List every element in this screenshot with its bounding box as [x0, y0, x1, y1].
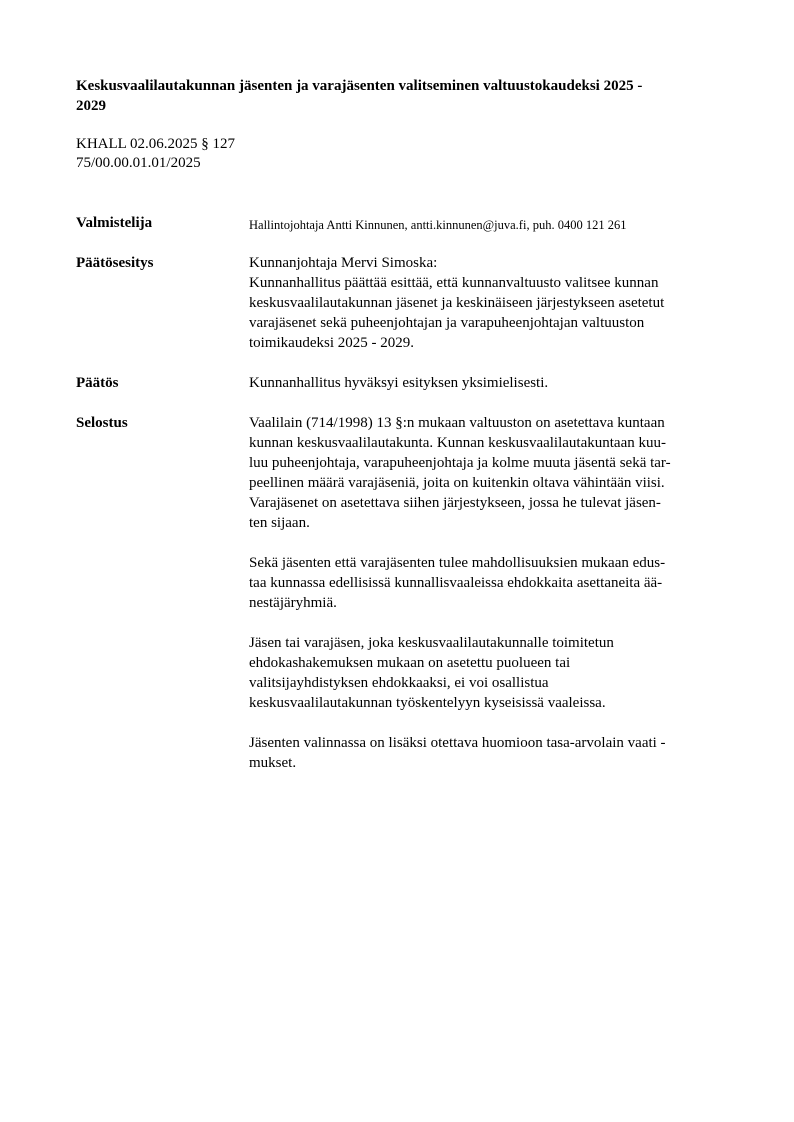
text-line: nestäjäryhmiä. [249, 595, 337, 611]
title-line: 2029 [76, 98, 106, 114]
text-line: kunnan keskusvaalilautakunta. Kunnan keskusvaalilautakuntaan kuu- [249, 435, 666, 451]
section-label-valmistelija: Valmistelija [76, 215, 153, 231]
section-body-paatos [249, 373, 737, 393]
meeting-reference [76, 135, 235, 173]
text-line: Vaalilain (714/1998) 13 §:n mukaan valtuuston on asetettava kuntaan [249, 415, 665, 431]
text-line: valitsijayhdistyksen ehdokkaaksi, ei voi osallistua [249, 675, 549, 691]
section-body-selostus [249, 413, 737, 773]
section-body-valmistelija [249, 215, 737, 235]
text-line: mukset. [249, 755, 297, 771]
section-label-paatos: Päätös [76, 375, 119, 391]
paragraph [249, 733, 737, 773]
section-label-paatosesitys: Päätösesitys [76, 255, 154, 271]
text-line: Varajäsenet on asetettava siihen järjestykseen, jossa he tulevat jäsen- [249, 495, 661, 511]
record-id: 75/00.00.01.01/2025 [76, 155, 201, 171]
text-line: taa kunnassa edellisissä kunnallisvaaleissa ehdokkaita asettaneita ää- [249, 575, 663, 591]
section-label-selostus: Selostus [76, 415, 128, 431]
text-line: keskusvaalilautakunnan jäsenet ja keskinäiseen järjestykseen asetetut [249, 295, 665, 311]
meeting-info: KHALL 02.06.2025 § 127 [76, 136, 236, 152]
text-line: peellinen määrä varajäseniä, joita on kuitenkin oltava vähintään viisi. [249, 475, 665, 491]
document-title [76, 76, 736, 116]
text-line: ten sijaan. [249, 515, 310, 531]
title-line: Keskusvaalilautakunnan jäsenten ja varajäsenten valitseminen valtuustokaudeksi 2025 - [76, 78, 643, 94]
text-line: varajäsenet sekä puheenjohtajan ja varapuheenjohtajan valtuuston [249, 315, 645, 331]
paragraph [249, 553, 737, 613]
paragraph [249, 413, 737, 533]
decision-text: Kunnanhallitus hyväksyi esityksen yksimielisesti. [249, 375, 549, 391]
text-line: Kunnanjohtaja Mervi Simoska: [249, 255, 438, 271]
preparer-info: Hallintojohtaja Antti Kinnunen, antti.kinnunen@juva.fi, puh. 0400 121 261 [249, 218, 627, 232]
text-line: luu puheenjohtaja, varapuheenjohtaja ja kolme muuta jäsentä sekä tar- [249, 455, 671, 471]
text-line: Jäsen tai varajäsen, joka keskusvaalilautakunnalle toimitetun [249, 635, 614, 651]
text-line: keskusvaalilautakunnan työskentelyyn kyseisissä vaaleissa. [249, 695, 606, 711]
text-line: ehdokashakemuksen mukaan on asetettu puolueen tai [249, 655, 571, 671]
text-line: Sekä jäsenten että varajäsenten tulee mahdollisuuksien mukaan edus- [249, 555, 666, 571]
paragraph [249, 633, 737, 713]
text-line: Jäsenten valinnassa on lisäksi otettava huomioon tasa-arvolain vaati - [249, 735, 666, 751]
section-body-paatosesitys [249, 253, 737, 353]
text-line: toimikaudeksi 2025 - 2029. [249, 335, 414, 351]
text-line: Kunnanhallitus päättää esittää, että kunnanvaltuusto valitsee kunnan [249, 275, 659, 291]
